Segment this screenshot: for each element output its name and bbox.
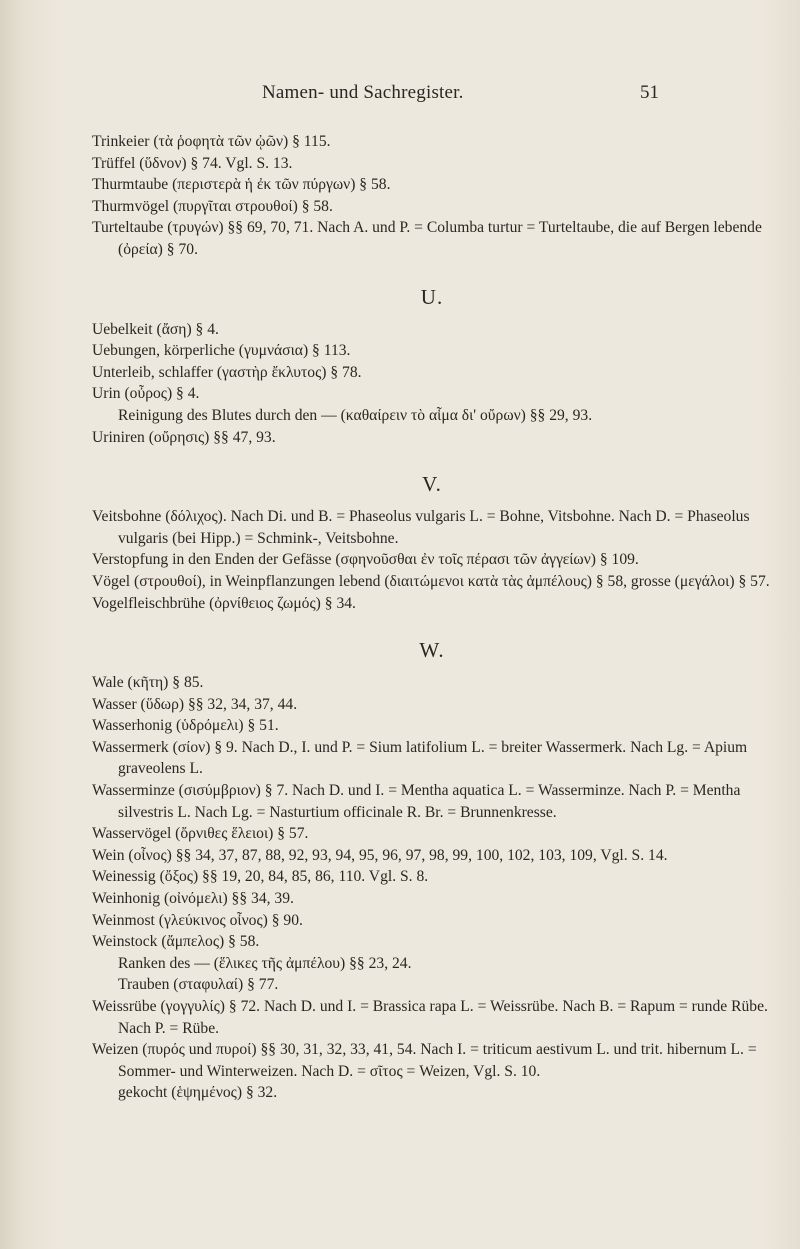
register-entry: Urin (οὖρος) § 4. [92, 385, 200, 403]
register-subentry: Ranken des — (ἕλικες τῆς ἀμπέλου) §§ 23, 24. [118, 954, 412, 972]
register-entry: Verstopfung in den Enden der Gefässe (σφηνοῦσθαι ἐν τοῖς πέρασι τῶν ἀγγείων) § 109. [92, 551, 639, 569]
register-entry: Vögel (στρουθοί), in Weinpflanzungen lebend (διαιτώμενοι κατὰ τὰς ἀμπέλους) § 58, grosse (μεγάλοι) § 57. [92, 572, 770, 590]
register-entry: Veitsbohne (δόλιχος). Nach Di. und B. = Phaseolus vulgaris L. = Bohne, Vitsbohne. Nach D. = Phaseolus vulgaris (bei Hipp.) = Schmink-, Veitsbohne. [92, 508, 750, 547]
register-section [92, 470, 772, 614]
page-number: 51 [640, 82, 659, 103]
register-entry: Trinkeier (τὰ ῥοφητὰ τῶν ᾠῶν) § 115. [92, 133, 331, 150]
register-section [92, 636, 772, 1104]
register-entry: Wasser (ὕδωρ) §§ 32, 34, 37, 44. [92, 695, 298, 713]
register-subentry: Reinigung des Blutes durch den — (καθαίρειν τὸ αἷμα δι' οὔρων) §§ 29, 93. [118, 406, 593, 424]
running-title: Namen- und Sachregister. [262, 82, 464, 103]
register-entry: Uebungen, körperliche (γυμνάσια) § 113. [92, 342, 351, 360]
register-entry: Thurmtaube (περιστερὰ ἡ ἐκ τῶν πύργων) § 58. [92, 176, 391, 194]
register-entry: Weizen (πυρός und πυροί) §§ 30, 31, 32, 33, 41, 54. Nach I. = triticum aestivum L. und trit. hibernum L. = Sommer- und Winterweizen. Nach D. = σῖτος = Weizen, Vgl. S. 10. [92, 1041, 757, 1080]
register-section [92, 131, 772, 261]
section-letter-heading: U. [420, 284, 444, 309]
register-entry: Weinhonig (οἰνόμελι) §§ 34, 39. [92, 890, 294, 908]
register-entry: Uebelkeit (ἄση) § 4. [92, 320, 219, 338]
register-entry: Vogelfleischbrühe (ὀρνίθειος ζωμός) § 34. [92, 594, 356, 612]
register-entry: Wasservögel (ὄρνιθες ἕλειοι) § 57. [92, 825, 309, 843]
register-entry: Weinessig (ὄξος) §§ 19, 20, 84, 85, 86, 110. Vgl. S. 8. [92, 868, 429, 886]
register-entry: Wein (οἶνος) §§ 34, 37, 87, 88, 92, 93, 94, 95, 96, 97, 98, 99, 100, 102, 103, 109, Vgl. S. 14. [92, 846, 668, 864]
register-entry: Wasserminze (σισύμβριον) § 7. Nach D. und I. = Mentha aquatica L. = Wasserminze. Nach P. = Mentha silvestris L. Nach Lg. = Nasturtium officinale R. Br. = Brunnenkresse. [92, 782, 741, 821]
register-entry: Unterleib, schlaffer (γαστὴρ ἔκλυτος) § 78. [92, 363, 362, 381]
register-subentry: Trauben (σταφυλαί) § 77. [118, 976, 279, 994]
register-content [92, 131, 772, 1104]
register-entry: Weinmost (γλεύκινος οἶνος) § 90. [92, 911, 303, 929]
section-letter-heading: W. [419, 638, 445, 663]
register-entry: Wasserhonig (ὑδρόμελι) § 51. [92, 717, 279, 735]
register-entry: Weissrübe (γογγυλίς) § 72. Nach D. und I. = Brassica rapa L. = Weissrübe. Nach B. = Rapum = runde Rübe. Nach P. = Rübe. [92, 998, 768, 1037]
register-entry: Trüffel (ὕδνον) § 74. Vgl. S. 13. [92, 154, 293, 172]
register-entry: Wassermerk (σίον) § 9. Nach D., I. und P. = Sium latifolium L. = breiter Wassermerk. Nach Lg. = Apium graveolens L. [92, 738, 748, 778]
register-entry: Thurmvögel (πυργῖται στρουθοί) § 58. [92, 197, 333, 215]
register-entry: Weinstock (ἄμπελος) § 58. [92, 933, 260, 951]
register-entry: Wale (κῆτη) § 85. [92, 674, 204, 692]
register-entry: Uriniren (οὔρησις) §§ 47, 93. [92, 428, 276, 446]
section-letter-heading: V. [422, 472, 442, 497]
register-subentry: gekocht (ἑψημένος) § 32. [118, 1084, 278, 1102]
register-section [92, 283, 772, 449]
page-header [0, 82, 800, 112]
register-entry: Turteltaube (τρυγών) §§ 69, 70, 71. Nach A. und P. = Columba turtur = Turteltaube, die auf Bergen lebende (ὀρεία) § 70. [92, 219, 762, 258]
